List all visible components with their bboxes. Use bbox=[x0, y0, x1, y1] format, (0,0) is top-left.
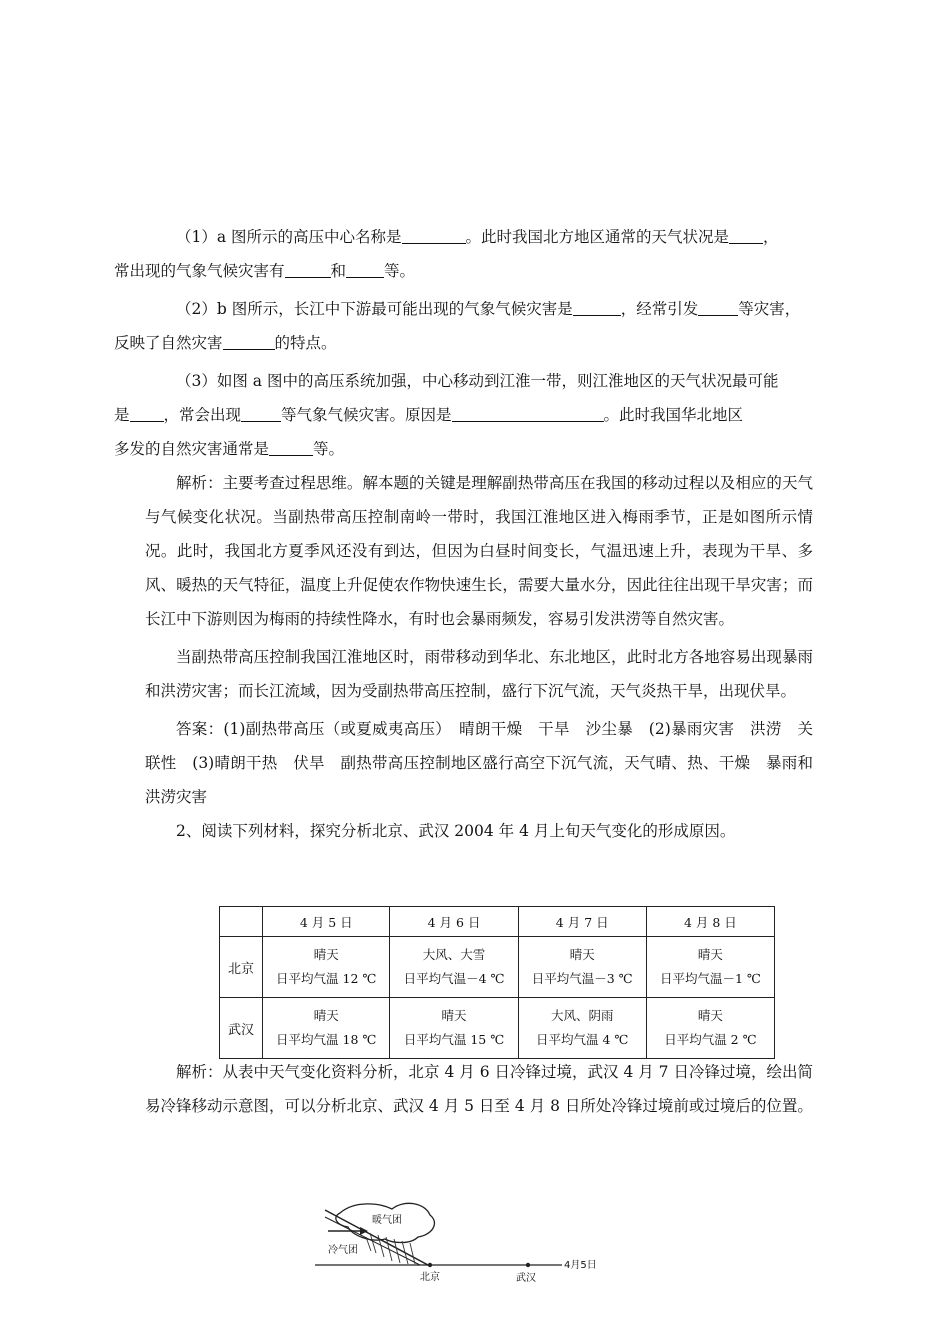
q1-text: 常出现的气象气候灾害有 bbox=[114, 262, 285, 280]
cold-front-diagram bbox=[300, 1195, 600, 1290]
table-header-row bbox=[220, 907, 775, 937]
q3-text: 。此时我国华北地区 bbox=[603, 406, 744, 424]
answer-paragraph: 答案：(1)副热带高压（或夏威夷高压） 晴朗干燥 干旱 沙尘暴 (2)暴雨灾害 洪涝 关联性 (3)晴朗干热 伏旱 副热带高压控制地区盛行高空下沉气流，天气晴、热、干燥 暴雨和洪涝灾害 bbox=[145, 720, 813, 806]
table-header-cell: 4 月 6 日 bbox=[390, 907, 518, 937]
cold-air-label: 冷气团 bbox=[328, 1245, 358, 1256]
table-city-cell: 北京 bbox=[220, 937, 263, 998]
table-cell bbox=[518, 998, 646, 1059]
q3-text: ，常会出现 bbox=[163, 406, 242, 424]
weather-text: 晴天 bbox=[441, 1008, 467, 1023]
q1-text: （1）a 图所示的高压中心名称是 bbox=[176, 228, 402, 246]
q1-text: 等。 bbox=[384, 262, 416, 280]
table-cell bbox=[518, 937, 646, 998]
rain-hatching bbox=[366, 1233, 415, 1264]
weather-text: 晴天 bbox=[697, 947, 723, 962]
answer-blank bbox=[729, 225, 763, 244]
q3-text: 多发的自然灾害通常是 bbox=[114, 440, 270, 458]
weather-text: 晴天 bbox=[313, 1008, 339, 1023]
temp-text: 日平均气温 12 ℃ bbox=[276, 971, 377, 986]
table-cell bbox=[646, 998, 774, 1059]
table-header-cell: 4 月 5 日 bbox=[263, 907, 390, 937]
q3-text: （3）如图 a 图中的高压系统加强，中心移动到江淮一带，则江淮地区的天气状况最可能 bbox=[176, 372, 779, 390]
weather-text: 晴天 bbox=[697, 1008, 723, 1023]
q3-text: 是 bbox=[114, 406, 130, 424]
q2-text: 等灾害， bbox=[738, 300, 801, 318]
analysis-block bbox=[145, 1055, 813, 1123]
q2-text: 反映了自然灾害 bbox=[114, 334, 223, 352]
analysis-paragraph-3: 解析：从表中天气变化资料分析，北京 4 月 6 日冷锋过境，武汉 4 月 7 日冷锋过境，绘出简易冷锋移动示意图，可以分析北京、武汉 4 月 5 日至 4 月 8 日所处冷锋过境前或过境后的位置。 bbox=[145, 1063, 813, 1115]
temp-text: 日平均气温－4 ℃ bbox=[403, 971, 505, 986]
question-1 bbox=[114, 220, 813, 288]
answer-blank bbox=[285, 259, 331, 278]
table-cell bbox=[390, 998, 518, 1059]
q2-text: 的特点。 bbox=[274, 334, 337, 352]
table-cell bbox=[390, 937, 518, 998]
temp-text: 日平均气温－1 ℃ bbox=[659, 971, 761, 986]
weather-text: 大风、阴雨 bbox=[550, 1008, 614, 1023]
analysis-paragraph-1: 解析：主要考查过程思维。解本题的关键是理解副热带高压在我国的移动过程以及相应的天气与气候变化状况。当副热带高压控制南岭一带时，我国江淮地区进入梅雨季节，正是如图所示情况。此时，我国北方夏季风还没有到达，但因为白昼时间变长，气温迅速上升，表现为干旱、多风、暖热的天气特征，温度上升促使农作物快速生长，需要大量水分，因此往往出现干旱灾害；而长江中下游则因为梅雨的持续性降水，有时也会暴雨频发，容易引发洪涝等自然灾害。 bbox=[145, 474, 813, 628]
question-2-intro: 2、阅读下列材料，探究分析北京、武汉 2004 年 4 月上旬天气变化的形成原因。 bbox=[176, 822, 736, 840]
city-label-wuhan: 武汉 bbox=[516, 1273, 536, 1284]
weather-text: 大风、大雪 bbox=[422, 947, 486, 962]
table-cell bbox=[646, 937, 774, 998]
q2-text: （2）b 图所示，长江中下游最可能出现的气象气候灾害是 bbox=[176, 300, 573, 318]
answer-blank bbox=[241, 403, 281, 422]
temp-text: 日平均气温 18 ℃ bbox=[276, 1032, 377, 1047]
table-header-cell: 4 月 8 日 bbox=[646, 907, 774, 937]
question-2 bbox=[114, 292, 813, 360]
city-dot bbox=[428, 1263, 432, 1267]
cold-front-svg bbox=[300, 1195, 600, 1290]
answer-blank bbox=[269, 437, 313, 456]
table-header-cell: 4 月 7 日 bbox=[518, 907, 646, 937]
temp-text: 日平均气温－3 ℃ bbox=[531, 971, 633, 986]
answer-blank bbox=[130, 403, 164, 422]
q2-text: ，经常引发 bbox=[620, 300, 699, 318]
answer-blank bbox=[452, 403, 604, 422]
date-label: 4月5日 bbox=[564, 1260, 597, 1271]
answer-blank bbox=[223, 331, 275, 350]
table-city-cell: 武汉 bbox=[220, 998, 263, 1059]
weather-text: 晴天 bbox=[569, 947, 595, 962]
q1-text: 和 bbox=[330, 262, 347, 280]
city-label-beijing: 北京 bbox=[420, 1272, 440, 1283]
arrow-head-icon bbox=[360, 1227, 368, 1235]
q3-text: 等。 bbox=[313, 440, 345, 458]
table-cell bbox=[263, 998, 390, 1059]
table-row bbox=[220, 998, 775, 1059]
answer-blank bbox=[698, 297, 738, 316]
weather-text: 晴天 bbox=[313, 947, 339, 962]
question-block bbox=[114, 220, 813, 848]
answer-blank bbox=[573, 297, 621, 316]
weather-table bbox=[219, 906, 775, 1059]
answer-blank bbox=[346, 259, 384, 278]
temp-text: 日平均气温 15 ℃ bbox=[403, 1032, 505, 1047]
temp-text: 日平均气温 4 ℃ bbox=[536, 1032, 629, 1047]
analysis-paragraph-2: 当副热带高压控制我国江淮地区时，雨带移动到华北、东北地区，此时北方各地容易出现暴雨和洪涝灾害；而长江流域，因为受副热带高压控制，盛行下沉气流，天气炎热干旱，出现伏旱。 bbox=[145, 648, 813, 700]
temp-text: 日平均气温 2 ℃ bbox=[664, 1032, 757, 1047]
table-corner-cell bbox=[220, 907, 263, 937]
q3-text: 等气象气候灾害。原因是 bbox=[281, 406, 452, 424]
table-cell bbox=[263, 937, 390, 998]
q1-text: 。此时我国北方地区通常的天气状况是 bbox=[465, 228, 730, 246]
warm-air-label: 暖气团 bbox=[372, 1215, 402, 1226]
answer-blank bbox=[402, 225, 466, 244]
city-dot bbox=[526, 1263, 530, 1267]
table-row bbox=[220, 937, 775, 998]
question-3 bbox=[114, 364, 813, 466]
q1-text: ， bbox=[763, 228, 779, 246]
